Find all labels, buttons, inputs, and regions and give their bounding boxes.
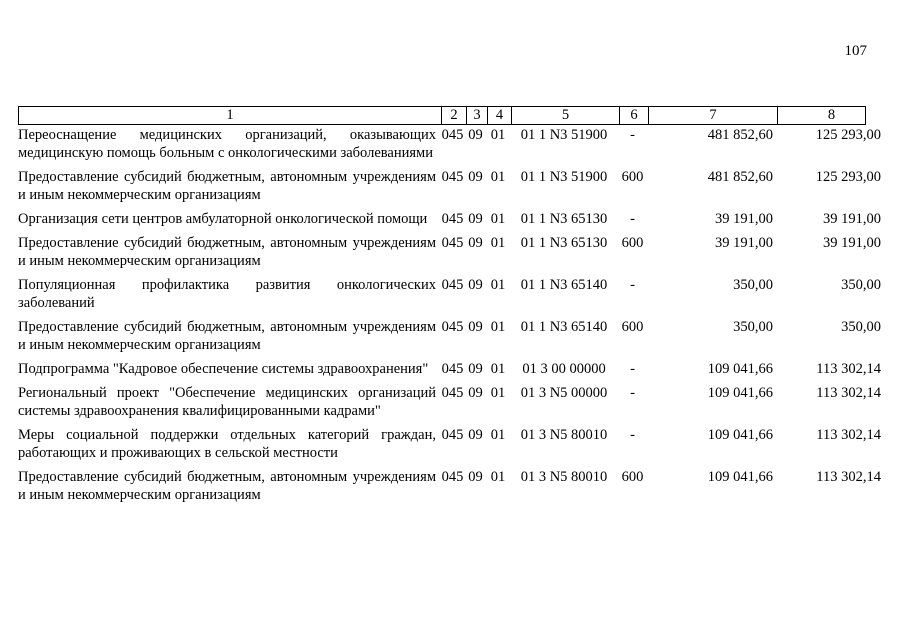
row-code-4: 01: [490, 469, 506, 485]
row-code-5: 01 1 N3 65140: [520, 277, 608, 293]
row-name: Подпрограмма "Кадровое обеспечение системы здравоохранения": [18, 361, 429, 377]
row-code-5: 01 1 N3 65140: [520, 319, 608, 335]
header-cell-2: 2: [441, 107, 466, 124]
row-code-4: 01: [490, 211, 506, 227]
row-code-2: 045: [441, 235, 464, 251]
row-name: Меры социальной поддержки отдельных категорий граждан, работающих и проживающих в сельской местности: [18, 427, 436, 461]
row-code-4: 01: [490, 385, 506, 401]
row-code-2: 045: [441, 169, 464, 185]
row-code-3: 09: [468, 127, 483, 143]
row-code-2: 045: [441, 277, 464, 293]
header-cell-5: 5: [511, 107, 619, 124]
row-amount-7: 350,00: [733, 319, 773, 335]
row-amount-8: 39 191,00: [823, 235, 881, 251]
row-code-5: 01 1 N3 65130: [520, 235, 608, 251]
row-code-3: 09: [468, 319, 483, 335]
row-code-5: 01 1 N3 51900: [520, 169, 608, 185]
table-header: [18, 106, 866, 125]
row-code-5: 01 3 N5 80010: [520, 469, 608, 485]
row-code-6: -: [630, 385, 635, 401]
row-code-2: 045: [441, 427, 464, 443]
row-code-4: 01: [490, 427, 506, 443]
row-code-2: 045: [441, 319, 464, 335]
table-row: [18, 360, 881, 378]
row-code-5: 01 3 N5 00000: [520, 385, 608, 401]
row-name: Популяционная профилактика развития онкологических заболеваний: [18, 277, 436, 311]
row-amount-7: 109 041,66: [707, 361, 773, 377]
table-row: [18, 426, 881, 462]
row-code-4: 01: [490, 235, 506, 251]
row-code-4: 01: [490, 277, 506, 293]
row-name: Предоставление субсидий бюджетным, автономным учреждениям и иным некоммерческим организациям: [18, 169, 436, 203]
row-amount-7: 39 191,00: [715, 235, 773, 251]
row-code-3: 09: [468, 235, 483, 251]
row-amount-7: 481 852,60: [707, 127, 773, 143]
table-row: [18, 276, 881, 312]
header-cell-4: 4: [487, 107, 511, 124]
row-amount-8: 350,00: [841, 319, 881, 335]
row-code-3: 09: [468, 385, 483, 401]
row-code-3: 09: [468, 211, 483, 227]
row-amount-7: 109 041,66: [707, 427, 773, 443]
row-amount-8: 113 302,14: [816, 469, 881, 485]
row-amount-7: 350,00: [733, 277, 773, 293]
table-row: [18, 318, 881, 354]
row-code-6: -: [630, 127, 635, 143]
row-amount-8: 350,00: [841, 277, 881, 293]
page-number: 107: [844, 43, 867, 59]
table-row: [18, 168, 881, 204]
row-amount-7: 109 041,66: [707, 385, 773, 401]
row-code-2: 045: [441, 127, 464, 143]
row-code-4: 01: [490, 169, 506, 185]
row-code-4: 01: [490, 319, 506, 335]
row-amount-8: 125 293,00: [815, 169, 881, 185]
row-code-5: 01 3 00 00000: [522, 361, 606, 377]
row-code-2: 045: [441, 385, 464, 401]
row-amount-8: 113 302,14: [816, 385, 881, 401]
row-code-2: 045: [441, 469, 464, 485]
row-code-5: 01 1 N3 65130: [520, 211, 608, 227]
row-name: Организация сети центров амбулаторной онкологической помощи: [18, 211, 428, 227]
header-cell-8: 8: [777, 107, 885, 124]
row-name: Переоснащение медицинских организаций, оказывающих медицинскую помощь больным с онкологическими заболеваниями: [18, 127, 436, 161]
table-row: [18, 210, 881, 228]
table-row: [18, 384, 881, 420]
row-code-4: 01: [490, 127, 506, 143]
row-name: Региональный проект "Обеспечение медицинских организаций системы здравоохранения квалифицированными кадрами": [18, 385, 436, 419]
table-body: [18, 126, 881, 510]
row-code-2: 045: [441, 361, 464, 377]
row-amount-7: 481 852,60: [707, 169, 773, 185]
table-row: [18, 126, 881, 162]
row-name: Предоставление субсидий бюджетным, автономным учреждениям и иным некоммерческим организациям: [18, 319, 436, 353]
row-name: Предоставление субсидий бюджетным, автономным учреждениям и иным некоммерческим организациям: [18, 469, 436, 503]
row-name: Предоставление субсидий бюджетным, автономным учреждениям и иным некоммерческим организациям: [18, 235, 436, 269]
table-row: [18, 234, 881, 270]
row-code-3: 09: [468, 169, 483, 185]
header-cell-1: 1: [226, 107, 234, 123]
row-code-2: 045: [441, 211, 464, 227]
row-amount-8: 113 302,14: [816, 427, 881, 443]
row-code-6: -: [630, 427, 635, 443]
row-code-3: 09: [468, 469, 483, 485]
header-cell-3: 3: [466, 107, 487, 124]
row-code-5: 01 3 N5 80010: [520, 427, 608, 443]
table-row: [18, 468, 881, 504]
row-code-6: -: [630, 277, 635, 293]
header-cell-6: 6: [619, 107, 648, 124]
header-cell-7: 7: [648, 107, 777, 124]
row-code-4: 01: [490, 361, 506, 377]
row-code-5: 01 1 N3 51900: [520, 127, 608, 143]
row-amount-7: 39 191,00: [715, 211, 773, 227]
row-code-6: -: [630, 361, 635, 377]
row-amount-8: 125 293,00: [815, 127, 881, 143]
row-code-6: 600: [621, 235, 644, 251]
row-amount-8: 39 191,00: [823, 211, 881, 227]
row-code-6: 600: [621, 169, 644, 185]
row-code-3: 09: [468, 427, 483, 443]
row-amount-8: 113 302,14: [816, 361, 881, 377]
row-code-3: 09: [468, 361, 483, 377]
row-code-3: 09: [468, 277, 483, 293]
row-code-6: 600: [621, 319, 644, 335]
row-code-6: -: [630, 211, 635, 227]
row-code-6: 600: [621, 469, 644, 485]
row-amount-7: 109 041,66: [707, 469, 773, 485]
